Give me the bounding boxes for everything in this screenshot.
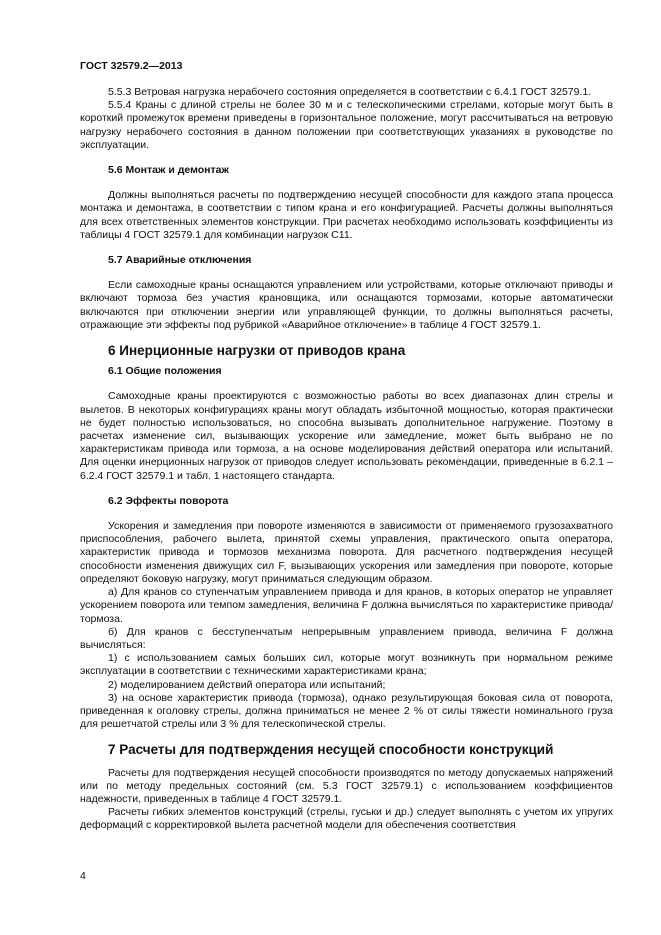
section-6-1-title: 6.1 Общие положения [108, 365, 222, 378]
section-6-title: 6 Инерционные нагрузки от приводов крана [108, 343, 406, 359]
section-5-6-title: 5.6 Монтаж и демонтаж [108, 164, 229, 177]
document-header: ГОСТ 32579.2—2013 [80, 60, 183, 72]
section-7-title: 7 Расчеты для подтверждения несущей способности конструкций [108, 742, 554, 758]
section-5-7-text: Если самоходные краны оснащаются управлением или устройствами, которые отключают приводы и включают тормоза без участия крановщика, или оснащаются тормозами, которые автоматически включаются при отключении энергии или управляющей функции, то должны выполняться расчеты, отражающие эти эффекты под рубрикой «Аварийное отключение» в таблице 4 ГОСТ 32579.1. [80, 279, 613, 331]
section-5-7-title: 5.7 Аварийные отключения [108, 254, 252, 267]
section-6-2-title: 6.2 Эффекты поворота [108, 494, 229, 507]
section-6-2-p3: б) Для кранов с бесступенчатым непрерывным управлением привода, величина F должна вычисляться: [80, 625, 613, 651]
section-5-6-text: Должны выполняться расчеты по подтверждению несущей способности для каждого этапа процесса монтажа и демонтажа, в соответствии с типом крана и его конфигурацией. Расчеты должны выполняться для всех ответственных элементов конструкции. При расчетах необходимо использовать коэффициенты из таблицы 4 ГОСТ 32579.1 для комбинации нагрузок С11. [80, 189, 613, 241]
paragraph-5-5-3: 5.5.3 Ветровая нагрузка нерабочего состояния определяется в соответствии с 6.4.1 ГОСТ 32579.1. [108, 86, 592, 98]
section-6-2-p4: 1) с использованием самых больших сил, которые могут возникнуть при нормальном режиме эксплуатации в соответствии с техническими характеристиками крана; [80, 652, 613, 678]
section-6-2-p6: 3) на основе характеристик привода (тормоза), однако результирующая боковая сила от поворота, приведенная к оголовку стрелы, должна приниматься не менее 2 % от силы тяжести номинального груза для решетчатой стрелы или 3 % для телескопической стрелы. [80, 691, 613, 731]
section-6-2-p2: а) Для кранов со ступенчатым управлением привода и для кранов, в которых оператор не управляет ускорением поворота или темпом замедления, величина F должна вычисляться по характеристике привода/тормоза. [80, 586, 613, 625]
section-7-p2: Расчеты гибких элементов конструкций (стрелы, гуськи и др.) следует выполнять с учетом их упругих деформаций с корректировкой вылета расчетной модели для обеспечения соответствия [80, 806, 613, 832]
section-6-2-p1: Ускорения и замедления при повороте изменяются в зависимости от применяемого грузозахватного приспособления, рабочего вылета, принятой схемы управления, практического опыта оператора, характеристик привода и тормозов механизма поворота. Для расчетного подтверждения несущей способности изменения движущих сил F, вызывающих ускорения или замедления при повороте, которые определяют боковую нагрузку, могут приниматься следующим образом. [80, 520, 613, 585]
paragraph-5-5-4: 5.5.4 Краны с длиной стрелы не более 30 м и с телескопическими стрелами, которые могут быть в короткий промежуток времени приведены в горизонтальное положение, могут рассчитываться на ветровую нагрузку нерабочего состояния в данном положении при соответствующих указаниях в руководстве по эксплуатации. [80, 99, 613, 151]
page-body [80, 86, 613, 833]
page-number: 4 [80, 870, 86, 882]
section-6-1-text: Самоходные краны проектируются с возможностью работы во всех диапазонах длин стрелы и вылетов. В некоторых конфигурациях краны могут обладать избыточной мощностью, которая практически не будет полностью использоваться, но способна вызывать дополнительное нагружение. Поэтому в расчетах изменение сил, вызывающих ускорение или замедление, может быть выбрано не по характеристикам привода или тормоза, а на основе моделирования действий оператора или испытаний. Для оценки инерционных нагрузок от приводов следует использовать рекомендации, приведенные в 6.2.1 – 6.2.4 ГОСТ 32579.1 и табл. 1 настоящего стандарта. [80, 390, 613, 482]
section-7-p1: Расчеты для подтверждения несущей способности производятся по методу допускаемых напряжений или по методу предельных состояний (см. 5.3 ГОСТ 32579.1) с использованием коэффициентов надежности, приведенных в таблице 4 ГОСТ 32579.1. [80, 766, 613, 805]
section-6-2-p5: 2) моделированием действий оператора или испытаний; [108, 678, 386, 691]
